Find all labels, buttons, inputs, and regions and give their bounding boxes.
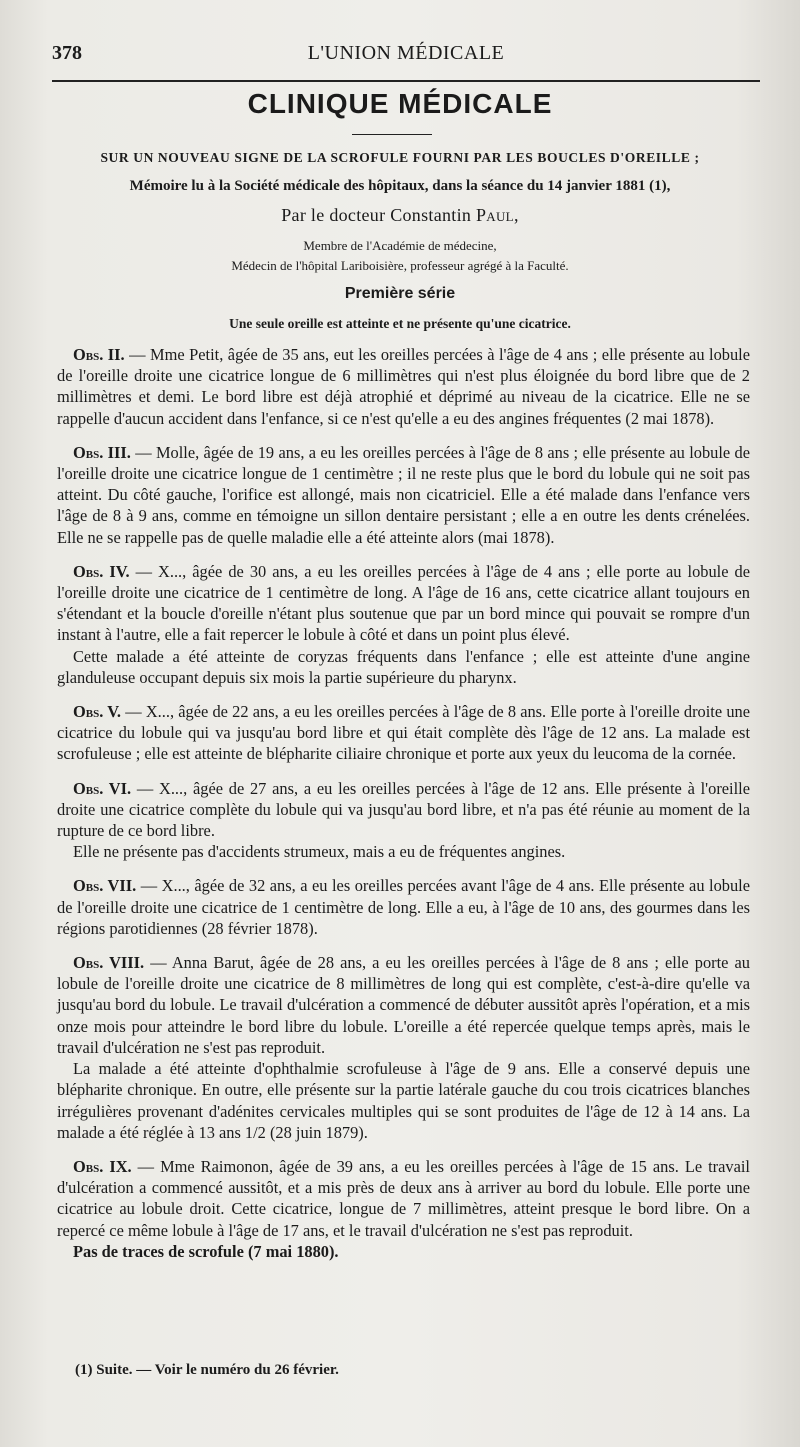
observation-label: Obs. IV. [73,561,130,581]
page-number: 378 [52,42,82,64]
observation-3 [57,442,750,548]
observation-9-continuation: Pas de traces de scrofule (7 mai 1880). [73,1241,339,1261]
running-head [52,38,760,70]
observation-9 [57,1156,750,1241]
affiliation-1: Membre de l'Académie de médecine, [303,238,497,253]
author-prefix: Par le docteur Constantin [281,205,476,225]
observation-5 [57,701,750,765]
observation-4-continuation: Cette malade a été atteinte de coryzas fréquents dans l'enfance ; elle est atteinte d'une angine glanduleuse occupant depuis six mois la partie supérieure du pharynx. [57,646,750,687]
observation-label: Obs. VII. [73,876,137,896]
section-title: CLINIQUE MÉDICALE [247,88,553,119]
observation-label: Obs. VIII. [73,953,145,973]
observation-label: Obs. III. [73,442,131,462]
observation-text: — X..., âgée de 30 ans, a eu les oreilles percées à l'âge de 4 ans ; elle porte au lobule de l'oreille droite une cicatrice de 1 centimètre de long. A l'âge de 16 ans, cette cicatrice allant toujours en s'étendant et la boucle d'oreille n'étant plus soutenue que par un bord mince qui pouvait se rompre d'un instant à l'autre, elle a fait repercer le lobule à côté et dans un point plus élevé. [57,561,750,645]
observation-2 [57,344,750,429]
observation-label: Obs. II. [73,345,125,364]
observation-text: — X..., âgée de 32 ans, a eu les oreilles percées avant l'âge de 4 ans. Elle présente au lobule de l'oreille droite une cicatrice de 1 centimètre de long. Elle a eu, à l'âge de 10 ans, des gourmes dans les régions parotidiennes (28 février 1878). [57,876,751,938]
observation-6 [57,778,750,842]
observation-8 [57,952,750,1058]
series-title: Première série [344,285,456,302]
observation-6-continuation: Elle ne présente pas d'accidents strumeux, mais a eu de fréquentes angines. [73,842,566,862]
author-name: Paul [476,205,514,225]
observation-text: — X..., âgée de 22 ans, a eu les oreilles percées à l'âge de 8 ans. Elle porte à l'oreille droite une cicatrice du lobule qui va jusqu'au bord libre et qui était complète dès l'âge de 12 ans. La malade est scrofuleuse ; elle est atteinte de blépharite ciliaire chronique et porte aux yeux du leucoma de la cornée. [57,702,750,764]
observation-text: — Mme Petit, âgée de 35 ans, eut les oreilles percées à l'âge de 4 ans ; elle présente au lobule de l'oreille droite une cicatrice longue de 6 millimètres qui n'est plus éloignée du bord libre que de 2 millimètres et demi. Le bord libre est déjà atrophié et déprimé au niveau de la cicatrice. Elle ne se rappelle d'aucun accident dans l'enfance, si ce n'est qu'elle a eu des angines fréquentes (2 mai 1878). [57,345,750,428]
observation-7 [57,875,750,939]
header-rule [52,80,760,82]
article-body [57,344,750,1275]
affiliation-2: Médecin de l'hôpital Lariboisière, professeur agrégé à la Faculté. [231,258,569,273]
observation-label: Obs. IX. [73,1156,132,1176]
observation-text: — Molle, âgée de 19 ans, a eu les oreilles percées à l'âge de 8 ans ; elle présente au lobule de l'oreille droite une cicatrice longue de 1 centimètre ; il ne reste plus que le bord du lobule qui ne soit pas atteint. Du côté gauche, l'orifice est allongé, mais non cicatriciel. Elle a été malade dans l'enfance vers l'âge de 8 à 9 ans, comme en témoigne un sillon dentaire persistant ; elle a en outre les dents crénelées. Elle ne se rappelle pas de quelle maladie elle a été atteinte alors (mai 1878). [57,442,750,547]
journal-title: L'UNION MÉDICALE [307,42,505,64]
series-subtitle: Une seule oreille est atteinte et ne présente qu'une cicatrice. [229,316,571,331]
section-rule [352,134,432,135]
footnote: (1) Suite. — Voir le numéro du 26 février. [75,1362,339,1378]
observation-text: — X..., âgée de 27 ans, a eu les oreilles percées à l'âge de 12 ans. Elle présente à l'oreille droite une cicatrice complète du lobule qui va jusqu'au bord libre, et n'a pas été réunie au moment de la rupture de ce bord libre. [57,778,750,841]
observation-8-continuation: La malade a été atteinte d'ophthalmie scrofuleuse à l'âge de 9 ans. Elle a conservé depuis une blépharite chronique. En outre, elle présente sur la partie latérale gauche du cou trois cicatrices blanches irrégulières provenant d'adénites cervicales multiples qui se sont produites de l'âge de 12 à 14 ans. La malade a été réglée à 13 ans 1/2 (28 juin 1879). [57,1059,750,1142]
observation-4 [57,561,750,646]
article-title: SUR UN NOUVEAU SIGNE DE LA SCROFULE FOURNI PAR LES BOUCLES D'OREILLE ; [100,150,700,165]
observation-text: — Anna Barut, âgée de 28 ans, a eu les oreilles percées à l'âge de 8 ans ; elle porte au lobule de l'oreille droite une cicatrice de 8 millimètres de long qui est complète, c'est-à-dire qu'elle va jusqu'au bord du lobule. Le travail d'ulcération a commencé de débuter aussitôt après l'opération, et a mis onze mois pour atteindre le bord libre du lobule. L'oreille a été repercée quelque temps après, mais le travail d'ulcération ne s'est pas reproduit. [57,953,750,1057]
observation-label: Obs. VI. [73,778,132,798]
observation-text: — Mme Raimonon, âgée de 39 ans, a eu les oreilles percées à l'âge de 15 ans. Le travail d'ulcération a commencé aussitôt, et a mis près de deux ans à arriver au bord du lobule. Elle porte une cicatrice au lobule droit. Cette cicatrice, longue de 7 millimètres, atteint presque le bord libre. On a repercé ce même lobule à l'âge de 17 ans, et le travail d'ulcération ne s'est pas reproduit. [57,1156,750,1240]
observation-label: Obs. V. [73,702,122,722]
author-line [40,205,760,226]
memoire-line: Mémoire lu à la Société médicale des hôpitaux, dans la séance du 14 janvier 1881 (1), [129,178,671,194]
author-suffix: , [513,205,519,225]
